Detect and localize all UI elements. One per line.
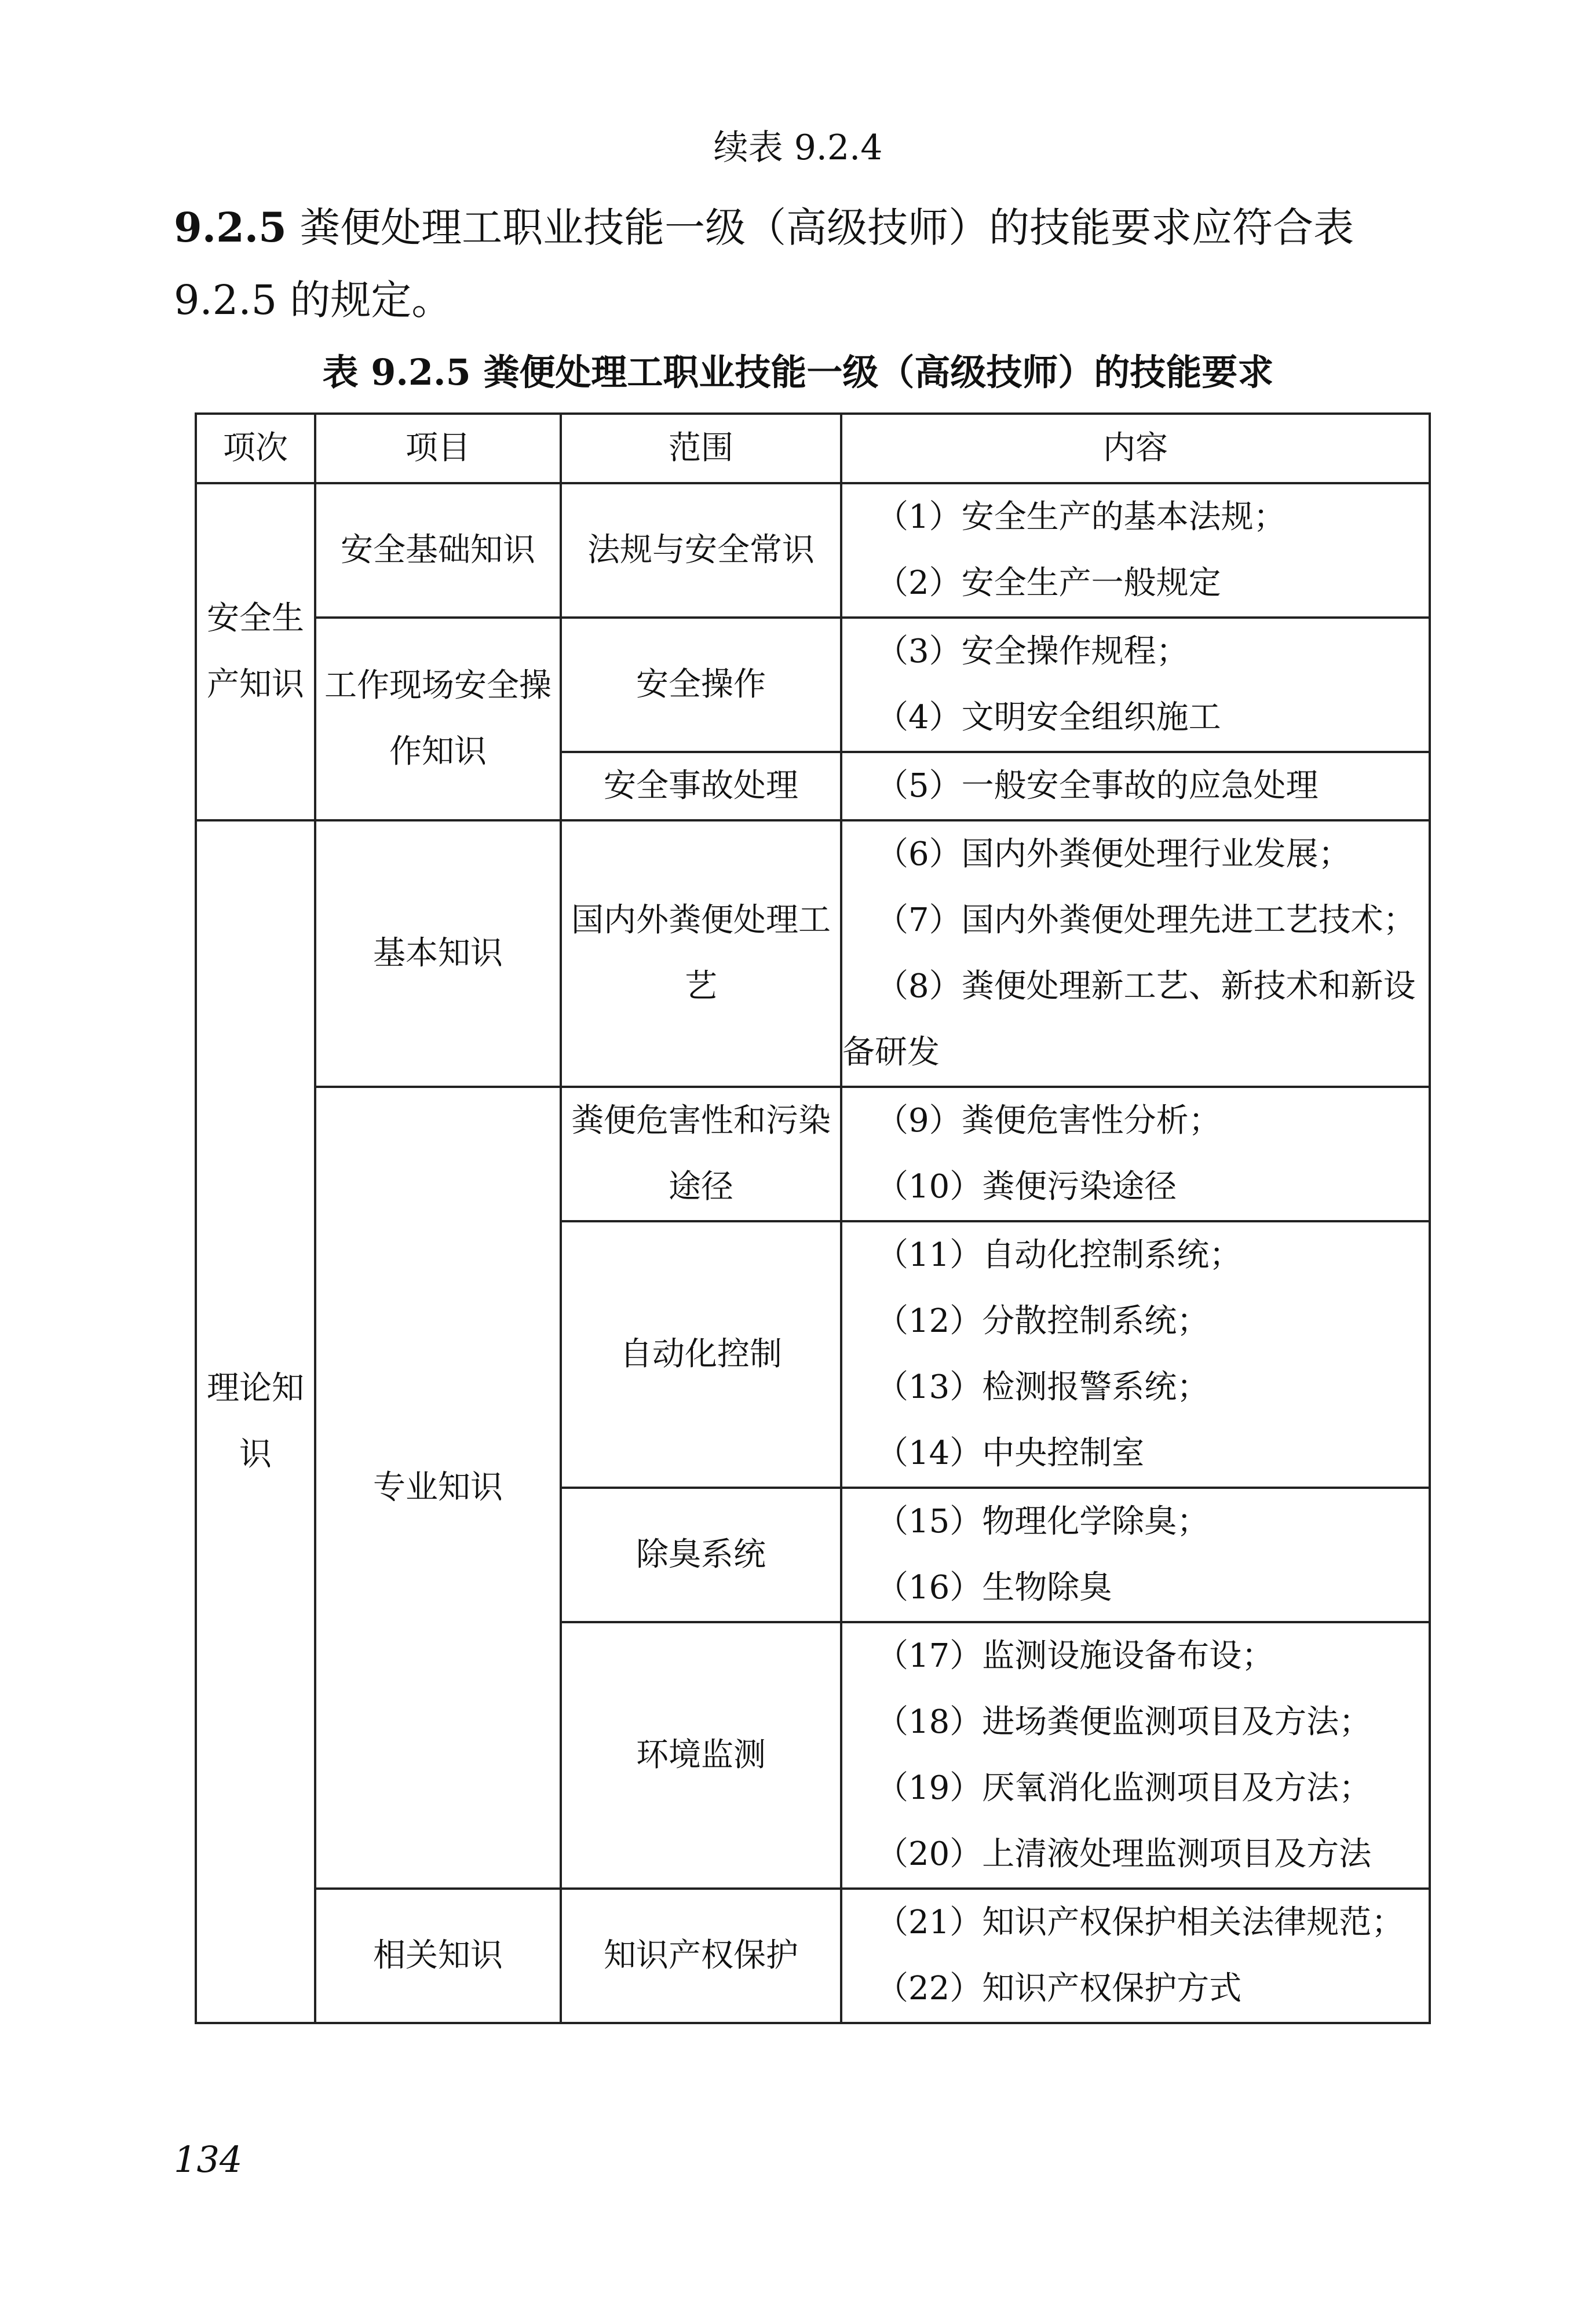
scope-cell: 环境监测	[561, 1622, 841, 1889]
table-row	[196, 618, 1430, 752]
category-cell: 理论知识	[196, 820, 315, 2023]
content-line: （14）中央控制室	[876, 1434, 1145, 1472]
table-row	[196, 1087, 1430, 1221]
content-line: （6）国内外粪便处理行业发展；	[876, 835, 1351, 873]
category-cell: 安全生产知识	[196, 483, 315, 820]
item-cell: 专业知识	[315, 1087, 561, 1889]
continued-table-title: 续表 9.2.4	[713, 127, 883, 168]
header-cell: 项次	[196, 414, 315, 483]
table-title: 表 9.2.5 粪便处理工职业技能一级（高级技师）的技能要求	[322, 351, 1274, 393]
scope-cell: 国内外粪便处理工艺	[561, 820, 841, 1087]
content-line: （12）分散控制系统；	[876, 1302, 1210, 1340]
content-line: （5）一般安全事故的应急处理	[876, 767, 1319, 805]
content-cell	[841, 1087, 1430, 1221]
item-cell: 相关知识	[315, 1889, 561, 2023]
table-row	[196, 820, 1430, 1087]
content-cell	[841, 1889, 1430, 2023]
content-line: （13）检测报警系统；	[876, 1368, 1210, 1406]
content-line: （18）进场粪便监测项目及方法；	[876, 1703, 1372, 1741]
content-cell	[841, 618, 1430, 752]
table-header-row	[196, 414, 1430, 483]
content-cell	[841, 1221, 1430, 1488]
header-cell: 内容	[841, 414, 1430, 483]
content-line: （9）粪便危害性分析；	[876, 1102, 1221, 1140]
clause-number: 9.2.5	[174, 203, 287, 251]
content-line: （15）物理化学除臭；	[876, 1503, 1210, 1540]
content-cell	[841, 483, 1430, 618]
content-line: （22）知识产权保护方式	[876, 1970, 1242, 2007]
item-cell: 安全基础知识	[315, 483, 561, 618]
content-cell	[841, 1488, 1430, 1622]
content-line: （2）安全生产一般规定	[876, 564, 1221, 602]
content-line: （7）国内外粪便处理先进工艺技术；	[876, 901, 1416, 939]
content-line: （3）安全操作规程；	[876, 633, 1189, 670]
content-line: （19）厌氧消化监测项目及方法；	[876, 1769, 1372, 1807]
content-cell	[841, 1622, 1430, 1889]
scope-cell: 法规与安全常识	[561, 483, 841, 618]
content-line: （4）文明安全组织施工	[876, 699, 1221, 736]
page-number: 134	[174, 2138, 243, 2181]
item-cell: 基本知识	[315, 820, 561, 1087]
clause-text: 粪便处理工职业技能一级（高级技师）的技能要求应符合表 9.2.5 的规定。	[174, 204, 1354, 324]
content-line: （1）安全生产的基本法规；	[876, 498, 1286, 536]
content-line: （16）生物除臭	[876, 1569, 1112, 1606]
content-line: （20）上清液处理监测项目及方法	[876, 1835, 1372, 1873]
content-line: （17）监测设施设备布设；	[876, 1637, 1274, 1675]
scope-cell: 知识产权保护	[561, 1889, 841, 2023]
content-line: （10）粪便污染途径	[876, 1168, 1177, 1206]
item-cell: 工作现场安全操作知识	[315, 618, 561, 820]
scope-cell: 安全事故处理	[561, 752, 841, 820]
content-cell	[841, 752, 1430, 820]
content-cell	[841, 820, 1430, 1087]
header-cell: 项目	[315, 414, 561, 483]
content-line: （21）知识产权保护相关法律规范；	[876, 1904, 1404, 1941]
scope-cell: 粪便危害性和污染途径	[561, 1087, 841, 1221]
table-row	[196, 483, 1430, 618]
content-line: （8）粪便处理新工艺、新技术和新设备研发	[842, 967, 1416, 1071]
header-cell: 范围	[561, 414, 841, 483]
scope-cell: 自动化控制	[561, 1221, 841, 1488]
table-row	[196, 1889, 1430, 2023]
clause-paragraph	[174, 191, 1425, 337]
scope-cell: 安全操作	[561, 618, 841, 752]
content-line: （11）自动化控制系统；	[876, 1236, 1242, 1274]
scope-cell: 除臭系统	[561, 1488, 841, 1622]
skills-table	[195, 412, 1431, 2024]
